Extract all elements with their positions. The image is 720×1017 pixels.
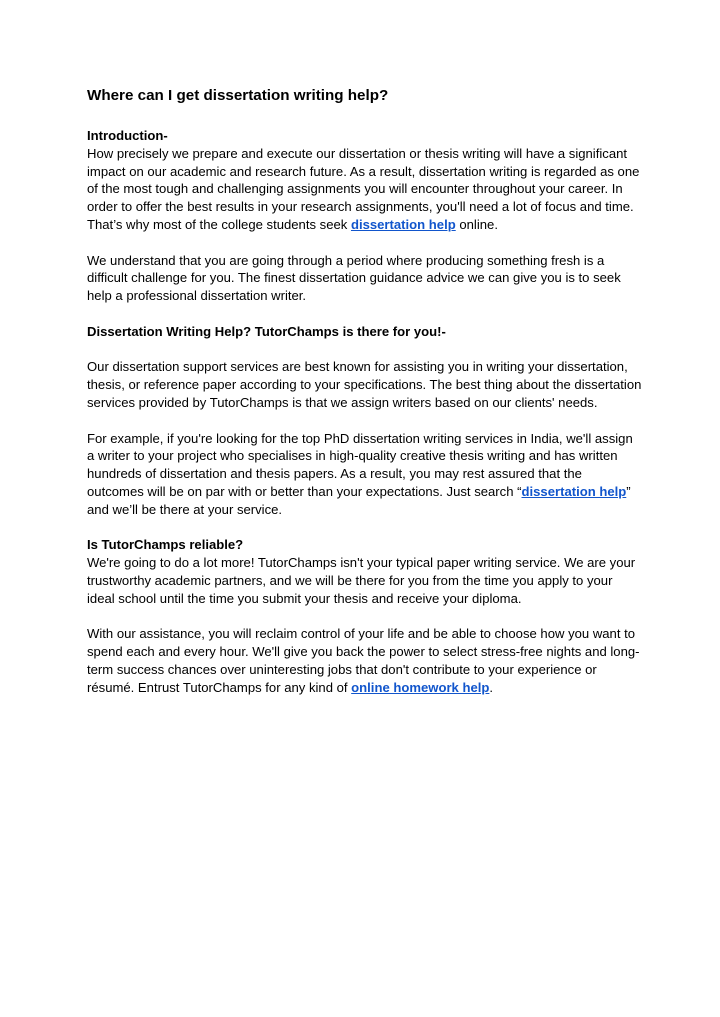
understanding-paragraph: We understand that you are going through a period where producing something fresh is a difficult challenge for you. The finest dissertation guidance advice we can give you is to seek help a professional dissertation writer. [87, 252, 621, 304]
dissertation-help-link-2[interactable]: dissertation help [521, 483, 627, 499]
section-heading-reliable: Is TutorChamps reliable? [87, 537, 244, 553]
intro-heading: Introduction- [87, 128, 168, 143]
page-title: Where can I get dissertation writing help? [87, 87, 389, 104]
example-paragraph-tail: ” and we’ll be there at your service. [87, 483, 631, 517]
intro-paragraph-text: How precisely we prepare and execute our dissertation or thesis writing will have a significant impact on our academic and research future. As a result, dissertation writing is regarded as one of the most tough and challenging assignments you will encounter throughout your career. In order to offer the best results in your research assignments, you'll need a lot of focus and time. That’s why most of the college students seek [87, 145, 640, 232]
assistance-paragraph-text: With our assistance, you will reclaim control of your life and be able to choose how you want to spend each and every hour. We'll give you back the power to select stress-free nights and long-term success chances over uninteresting jobs that don't contribute to your experience or résumé. Entrust TutorChamps for any kind of [87, 626, 640, 695]
support-services-paragraph: Our dissertation support services are best known for assisting you in writing your dissertation, thesis, or reference paper according to your specifications. The best thing about the dissertation services provided by TutorChamps is that we assign writers based on our clients' needs. [87, 359, 642, 410]
assistance-paragraph-tail: . [489, 679, 494, 695]
assistance-paragraph [87, 625, 642, 696]
dissertation-help-link[interactable]: dissertation help [350, 216, 456, 232]
intro-paragraph-tail: online. [455, 216, 498, 232]
document-page [87, 86, 642, 697]
example-paragraph-text: For example, if you're looking for the top PhD dissertation writing services in India, we'll assign a writer to your project who specialises in high-quality creative thesis writing and has written hundreds of dissertation and thesis papers. As a result, you may rest assured that the outcomes will be on par with or better than your expectations. Just search “ [87, 430, 633, 499]
online-homework-help-link[interactable]: online homework help [351, 679, 490, 695]
reliable-paragraph: We're going to do a lot more! TutorChamps isn't your typical paper writing service. We are your trustworthy academic partners, and we will be there for you from the time you apply to your ideal school until the time you submit your thesis and receive your diploma. [87, 555, 636, 606]
intro-paragraph [87, 145, 642, 234]
example-paragraph [87, 430, 642, 519]
section-heading-writing-help: Dissertation Writing Help? TutorChamps is there for you!- [87, 323, 446, 339]
